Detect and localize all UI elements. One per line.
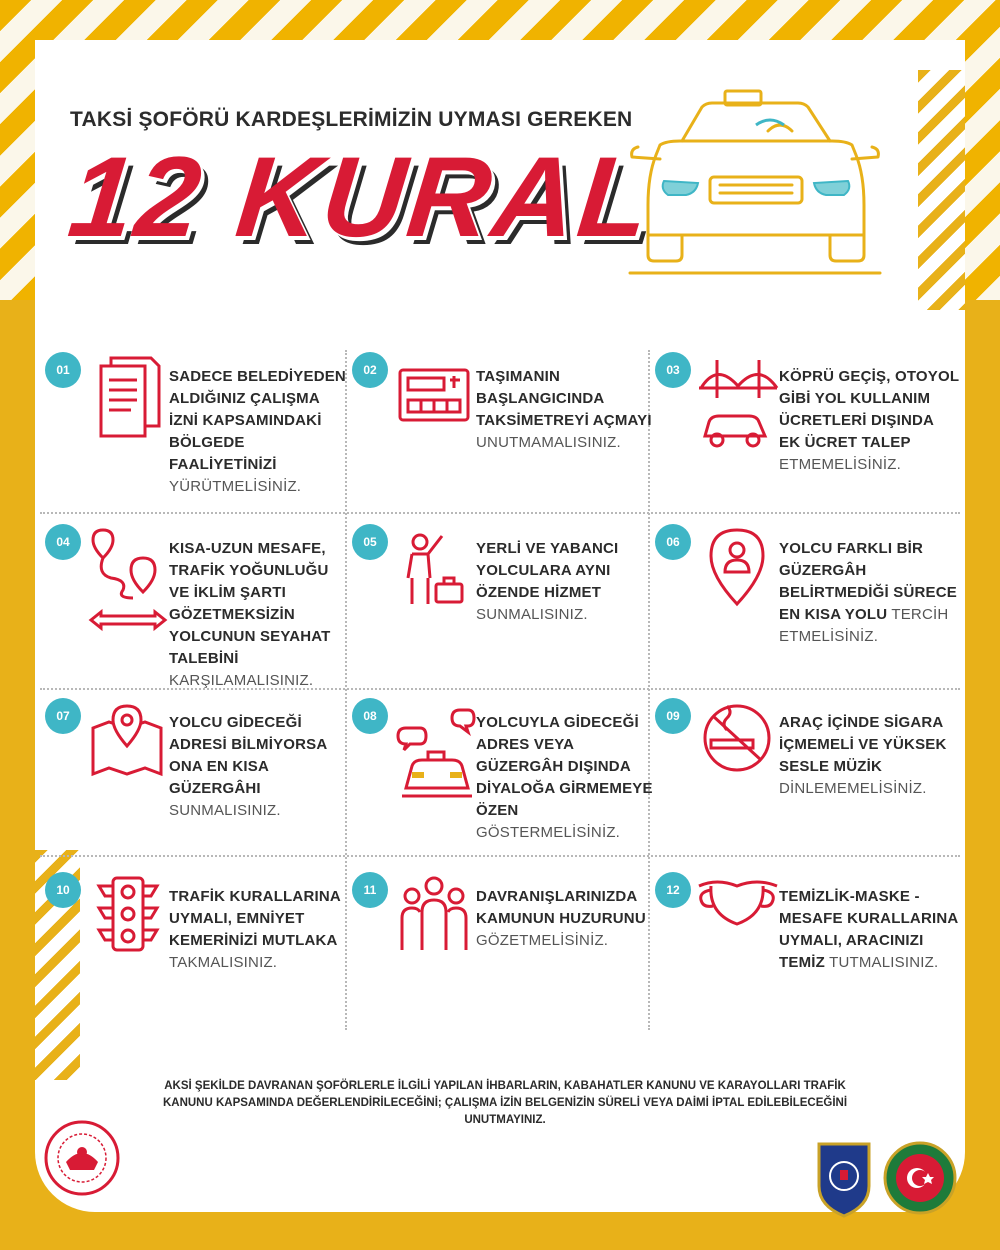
rule-number-badge: 03 xyxy=(655,352,691,388)
rule-bold-text: YERLİ VE YABANCI YOLCULARA AYNI ÖZENDE HİZMET xyxy=(476,540,619,601)
rule-light-text: TUTMALISINIZ. xyxy=(829,954,939,971)
rule-light-text: DİNLEMEMELİSİNİZ. xyxy=(779,780,927,797)
page-subtitle: TAKSİ ŞOFÖRÜ KARDEŞLERİMİZİN UYMASI GEREKEN xyxy=(70,108,633,131)
taximeter-icon xyxy=(394,352,476,462)
people-icon xyxy=(394,872,476,982)
rule-bold-text: TAŞIMANIN BAŞLANGICINDA TAKSİMETREYİ AÇMAYI xyxy=(476,368,652,429)
rule-light-text: ETMEMELİSİNİZ. xyxy=(779,456,901,473)
rule-card-05 xyxy=(352,524,652,684)
ministry-seal-icon xyxy=(42,1118,122,1198)
rule-text xyxy=(779,712,959,800)
rule-card-01 xyxy=(45,352,345,512)
rule-light-text: UNUTMAMALISINIZ. xyxy=(476,434,621,451)
rule-text xyxy=(476,712,656,844)
rule-bold-text: SADECE BELEDİYEDEN ALDIĞINIZ ÇALIŞMA İZNİ KAPSAMINDAKİ BÖLGEDE FAALİYETİNİZİ xyxy=(169,368,346,473)
route-icon xyxy=(87,524,169,634)
rule-number-badge: 01 xyxy=(45,352,81,388)
taxi-chat-icon xyxy=(394,698,476,808)
taxi-car-icon xyxy=(620,85,890,285)
rule-card-02 xyxy=(352,352,652,512)
rule-text xyxy=(169,712,349,822)
passenger-icon xyxy=(394,524,476,634)
rule-text xyxy=(779,538,959,648)
rule-number-badge: 04 xyxy=(45,524,81,560)
rule-number-badge: 07 xyxy=(45,698,81,734)
rule-text xyxy=(169,538,349,692)
rule-number-badge: 10 xyxy=(45,872,81,908)
police-emblem-icon xyxy=(815,1140,873,1218)
rule-light-text: TERCİH ETMELİSİNİZ. xyxy=(779,606,949,645)
rule-number-badge: 06 xyxy=(655,524,691,560)
rule-number-badge: 11 xyxy=(352,872,388,908)
rule-text xyxy=(169,886,349,974)
rule-text xyxy=(779,886,959,974)
rule-text xyxy=(169,366,349,498)
rule-light-text: KARŞILAMALISINIZ. xyxy=(169,672,314,689)
rule-card-11 xyxy=(352,872,652,1032)
rule-light-text: GÖZETMELİSİNİZ. xyxy=(476,932,609,949)
rule-card-07 xyxy=(45,698,345,858)
map-pin-icon xyxy=(87,698,169,808)
rule-number-badge: 12 xyxy=(655,872,691,908)
rule-card-06 xyxy=(655,524,955,684)
rule-bold-text: ARAÇ İÇİNDE SİGARA İÇMEMELİ VE YÜKSEK SESLE MÜZİK xyxy=(779,714,947,775)
rule-text xyxy=(476,538,656,626)
rule-card-12 xyxy=(655,872,958,1032)
rule-bold-text: DAVRANIŞLARINIZDA KAMUNUN HUZURUNU xyxy=(476,888,646,927)
rule-card-08 xyxy=(352,698,652,858)
rule-number-badge: 02 xyxy=(352,352,388,388)
rule-number-badge: 05 xyxy=(352,524,388,560)
rule-card-03 xyxy=(655,352,959,512)
rule-card-04 xyxy=(45,524,345,689)
rule-card-09 xyxy=(655,698,955,858)
rule-bold-text: TEMİZLİK-MASKE -MESAFE KURALLARINA UYMALI, ARACINIZI TEMİZ xyxy=(779,888,958,971)
document-icon xyxy=(87,352,169,462)
bridge-car-icon xyxy=(697,352,779,462)
rule-bold-text: YOLCUYLA GİDECEĞİ ADRES VEYA GÜZERGÂH DIŞINDA DİYALOĞA GİRMEMEYE ÖZEN xyxy=(476,714,653,819)
mask-icon xyxy=(697,872,779,982)
rule-light-text: YÜRÜTMELİSİNİZ. xyxy=(169,478,302,495)
no-smoking-icon xyxy=(697,698,779,808)
rule-number-badge: 09 xyxy=(655,698,691,734)
rules-grid xyxy=(40,340,960,1040)
rule-text xyxy=(476,886,656,952)
rule-text xyxy=(476,366,656,454)
decor-stripes-right xyxy=(918,70,965,310)
page-title: 12 KURAL xyxy=(63,134,659,261)
rule-card-10 xyxy=(45,872,345,1032)
traffic-light-icon xyxy=(87,872,169,982)
rule-bold-text: TRAFİK KURALLARINA UYMALI, EMNİYET KEMERİNİZİ MUTLAKA xyxy=(169,888,341,949)
rule-bold-text: KÖPRÜ GEÇİŞ, OTOYOL GİBİ YOL KULLANIM ÜCRETLERİ DIŞINDA EK ÜCRET TALEP xyxy=(779,368,959,451)
rule-bold-text: YOLCU FARKLI BİR GÜZERGÂH BELİRTMEDİĞİ SÜRECE EN KISA YOLU xyxy=(779,540,957,623)
rule-number-badge: 08 xyxy=(352,698,388,734)
rule-bold-text: YOLCU GİDECEĞİ ADRESİ BİLMİYORSA ONA EN KISA GÜZERGÂHI xyxy=(169,714,327,797)
footer-note: AKSİ ŞEKİLDE DAVRANAN ŞOFÖRLERLE İLGİLİ YAPILAN İHBARLARIN, KABAHATLER KANUNU VE KARAYOLLARI TRAFİK KANUNU KAPSAMINDA DEĞERLENDİRİLECEĞİNİ; ÇALIŞMA İZİN BELGENİZİN SÜRELİ VEYA DAİMİ İPTAL EDİLEBİLECEĞİNİ UNUTMAYINIZ. xyxy=(162,1080,848,1126)
rule-light-text: TAKMALISINIZ. xyxy=(169,954,278,971)
location-person-icon xyxy=(697,524,779,634)
rule-light-text: GÖSTERMELİSİNİZ. xyxy=(476,824,621,841)
rule-light-text: SUNMALISINIZ. xyxy=(476,606,588,623)
rule-text xyxy=(779,366,959,476)
rule-bold-text: KISA-UZUN MESAFE, TRAFİK YOĞUNLUĞU VE İKLİM ŞARTI GÖZETMEKSİZİN YOLCUNUN SEYAHAT TALEBİNİ xyxy=(169,540,331,667)
jandarma-emblem-icon xyxy=(882,1140,958,1216)
rule-light-text: SUNMALISINIZ. xyxy=(169,802,281,819)
